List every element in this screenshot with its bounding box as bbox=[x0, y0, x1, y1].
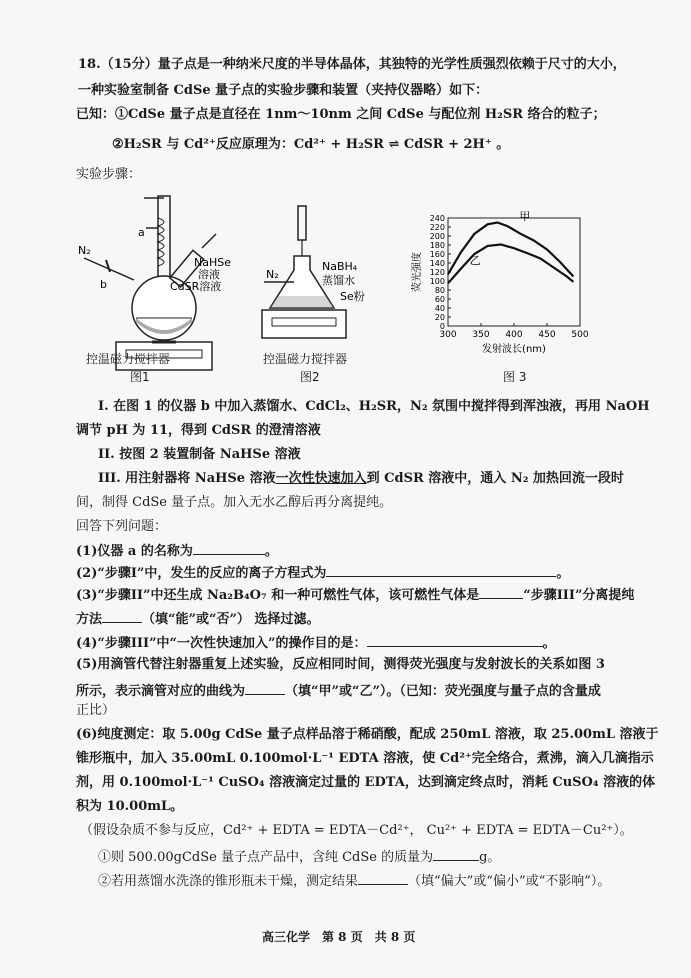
series-label-jia: 甲 bbox=[519, 210, 531, 224]
step-3-line2: 间，制得 CdSe 量子点。加入无水乙醇后再分离提纯。 bbox=[76, 495, 393, 510]
figure-3-caption: 图 3 bbox=[503, 370, 527, 384]
step-3-line1: III. 用注射器将 NaHSe 溶液一次性快速加入到 CdSR 溶液中，通入 N₂ 加热回流一段时 bbox=[98, 471, 624, 486]
question-2: (2)“步骤I”中，发生的反应的离子方程式为 。 bbox=[76, 562, 569, 583]
question-1: (1)仪器 a 的名称为 。 bbox=[76, 540, 278, 561]
question-5-line3: 正比） bbox=[76, 703, 116, 718]
question-6-line2: 锥形瓶中，加入 35.00mL 0.100mol·L⁻¹ EDTA 溶液，使 Cd²⁺完全络合，煮沸，滴入几滴指示 bbox=[76, 751, 654, 766]
known-condition-2: ②H₂SR 与 Cd²⁺反应原理为：Cd²⁺ + H₂SR ⇌ CdSR + 2H⁺ 。 bbox=[112, 137, 510, 152]
syringe bbox=[298, 206, 306, 240]
label-b: b bbox=[100, 278, 107, 291]
step-2: II. 按图 2 装置制备 NaHSe 溶液 bbox=[98, 447, 301, 462]
emphasis-underlined: 一次性快速加入 bbox=[275, 471, 367, 486]
y-tick-label: 80 bbox=[434, 286, 445, 295]
question-3-line1: (3)“步骤II”中还生成 Na₂B₄O₇ 和一种可燃性气体，该可燃性气体是 “步骤III”分离提纯 bbox=[76, 584, 634, 605]
step-1-line1: I. 在图 1 的仪器 b 中加入蒸馏水、CdCl₂、H₂SR，N₂ 氛围中搅拌得到浑浊液，再用 NaOH bbox=[98, 399, 650, 414]
answer-blank-q4[interactable] bbox=[367, 632, 543, 647]
question-6-equations: （假设杂质不参与反应，Cd²⁺ + EDTA = EDTA－Cd²⁺， Cu²⁺ + EDTA = EDTA－Cu²⁺）。 bbox=[80, 823, 633, 838]
y-tick-label: 180 bbox=[429, 241, 445, 250]
y-tick-label: 120 bbox=[429, 268, 445, 277]
figure-1-stirrer-label: 控温磁力搅拌器 bbox=[86, 352, 171, 366]
y-tick-label: 40 bbox=[434, 304, 445, 313]
reagent-nahse: NaHSe bbox=[194, 256, 231, 269]
question-6-line3: 剂，用 0.100mol·L⁻¹ CuSO₄ 溶液滴定过量的 EDTA，达到滴定终点时，消耗 CuSO₄ 溶液的体 bbox=[76, 775, 656, 790]
y-tick-label: 240 bbox=[429, 214, 445, 223]
series-line-yi bbox=[448, 245, 573, 284]
reagent-cdsr: CdSR溶液 bbox=[170, 280, 222, 293]
known-condition-1: 已知：①CdSe 量子点是直径在 1nm～10nm 之间 CdSe 与配位剂 H₂SR 络合的粒子； bbox=[76, 107, 606, 122]
question-6-line4: 积为 10.00mL。 bbox=[76, 799, 184, 814]
y-tick-label: 0 bbox=[439, 322, 445, 331]
answer-blank-q3-filter[interactable] bbox=[102, 608, 142, 623]
label-n2: N₂ bbox=[78, 244, 91, 257]
reagent-nabh4: NaBH₄ bbox=[322, 260, 358, 273]
y-axis-label: 荧光强度 bbox=[412, 252, 423, 292]
figure-3-chart bbox=[410, 210, 600, 360]
label-a: a bbox=[138, 226, 145, 239]
answer-blank-q2[interactable] bbox=[326, 562, 556, 577]
question-5-line2: 所示，表示滴管对应的曲线为 （填“甲”或“乙”）。（已知：荧光强度与量子点的含量成 bbox=[76, 680, 601, 701]
series-label-yi: 乙 bbox=[469, 253, 481, 267]
y-tick-label: 100 bbox=[429, 277, 445, 286]
y-tick-label: 220 bbox=[429, 223, 445, 232]
y-tick-label: 160 bbox=[429, 250, 445, 259]
x-axis-label: 发射波长(nm) bbox=[482, 344, 546, 355]
label-n2: N₂ bbox=[266, 268, 279, 281]
reagent-water: 蒸馏水 bbox=[322, 274, 355, 287]
answer-blank-q6-mass[interactable] bbox=[433, 846, 479, 861]
y-tick-label: 20 bbox=[434, 313, 445, 322]
question-intro-line1: 18.（15分）量子点是一种纳米尺度的半导体晶体，其独特的光学性质强烈依赖于尺寸的大小， bbox=[78, 57, 626, 72]
steps-title: 实验步骤： bbox=[76, 167, 142, 182]
x-tick-label: 350 bbox=[472, 330, 490, 340]
y-tick-label: 140 bbox=[429, 259, 445, 268]
figure-1-caption: 图1 bbox=[130, 370, 150, 384]
figure-2-apparatus bbox=[258, 200, 398, 360]
question-6-line1: (6)纯度测定：取 5.00g CdSe 量子点样品溶于稀硝酸，配成 250mL 溶液，取 25.00mL 溶液于 bbox=[76, 727, 659, 742]
step-1-line2: 调节 pH 为 11，得到 CdSR 的澄清溶液 bbox=[76, 423, 321, 438]
y-tick-label: 200 bbox=[429, 232, 445, 241]
answer-blank-q1[interactable] bbox=[193, 540, 265, 555]
x-tick-label: 300 bbox=[439, 330, 457, 340]
answer-blank-q3-gas[interactable] bbox=[479, 584, 523, 599]
question-6-sub1: ①则 500.00gCdSe 量子点产品中，含纯 CdSe 的质量为 g。 bbox=[98, 846, 500, 867]
page-footer: 高三化学 第 8 页 共 8 页 bbox=[262, 930, 416, 944]
figure-2-caption: 图2 bbox=[300, 370, 320, 384]
reagent-se: Se粉 bbox=[340, 290, 365, 303]
answer-blank-q6-error[interactable] bbox=[358, 870, 408, 885]
condenser-coil bbox=[158, 218, 164, 266]
x-tick-label: 450 bbox=[538, 330, 556, 340]
question-intro-line2: 一种实验室制备 CdSe 量子点的实验步骤和装置（夹持仪器略）如下： bbox=[78, 83, 489, 98]
figure-2-stirrer-label: 控温磁力搅拌器 bbox=[263, 352, 348, 366]
question-4: (4)“步骤III”中“一次性快速加入”的操作目的是： 。 bbox=[76, 632, 556, 653]
reagent-solution: 溶液 bbox=[198, 268, 220, 281]
x-tick-label: 400 bbox=[505, 330, 523, 340]
question-6-sub2: ②若用蒸馏水洗涤的锥形瓶未干燥，测定结果 （填“偏大”或“偏小”或“不影响”）。 bbox=[98, 870, 610, 891]
y-tick-label: 60 bbox=[434, 295, 445, 304]
stirrer-base bbox=[262, 310, 346, 338]
x-tick-label: 500 bbox=[571, 330, 589, 340]
answer-blank-q5[interactable] bbox=[245, 680, 285, 695]
question-3-line2: 方法 （填“能”或“否”） 选择过滤。 bbox=[76, 608, 319, 629]
question-5-line1: (5)用滴管代替注射器重复上述实验，反应相同时间，测得荧光强度与发射波长的关系如图 3 bbox=[76, 657, 605, 672]
questions-header: 回答下列问题： bbox=[76, 519, 168, 534]
